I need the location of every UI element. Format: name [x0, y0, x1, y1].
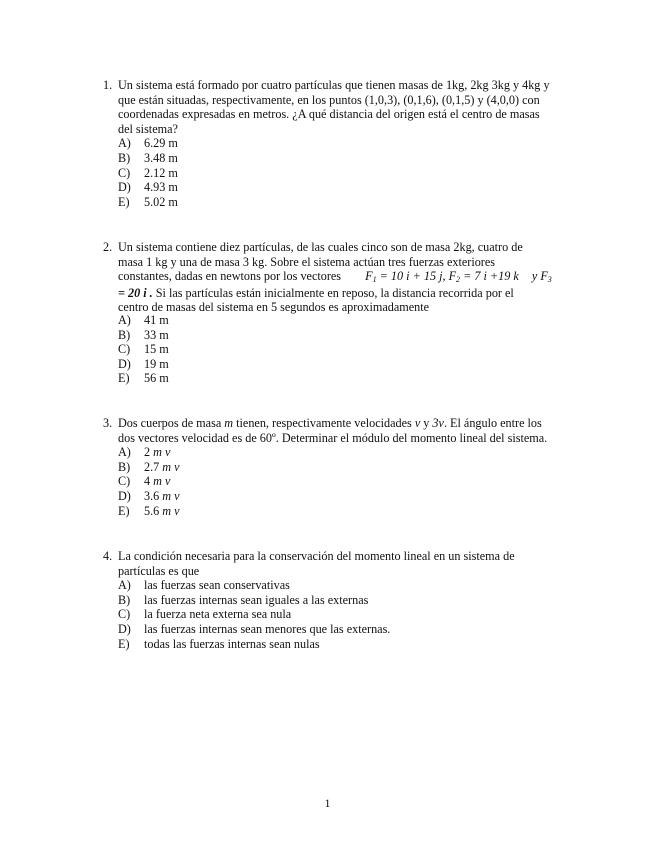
velocity-3v-symbol: 3v	[432, 416, 444, 430]
option-text: la fuerza neta externa sea nula	[144, 607, 292, 622]
page-number: 1	[324, 796, 331, 810]
option-letter: C)	[118, 165, 131, 180]
question-line-text: constantes, dadas en newtons por los vectores	[118, 269, 342, 284]
option-letter: B)	[118, 327, 131, 342]
question-number: 4.	[103, 549, 113, 563]
option-text: 41 m	[144, 313, 169, 327]
question-line: coordenadas expresadas en metros. ¿A qué distancia del origen está el centro de masas	[118, 107, 540, 122]
question-line: que están situadas, respectivamente, en los puntos (1,0,3), (0,1,6), (0,1,5) y (4,0,0) con	[118, 92, 540, 107]
option-letter: B)	[118, 592, 131, 607]
option-letter: D)	[118, 180, 131, 195]
option-letter: A)	[118, 313, 131, 327]
question-text	[118, 240, 588, 315]
question-number: 2.	[103, 240, 113, 254]
question-line-text: . El ángulo entre los	[443, 416, 542, 430]
question-text	[118, 549, 588, 578]
option-text: 5.02 m	[144, 194, 178, 209]
option-letter: E)	[118, 194, 130, 209]
question-line: masa 1 kg y una de masa 3 kg. Sobre el sistema actúan tres fuerzas exteriores	[118, 254, 496, 269]
force-3-connector: y	[531, 269, 538, 284]
option-letter: C)	[118, 474, 131, 489]
option-text: 4.93 m	[144, 180, 178, 195]
question-line-text: Dos cuerpos de masa	[118, 416, 225, 430]
option-letter: B)	[118, 459, 131, 474]
option-variables: m v	[162, 459, 180, 474]
option-letter: A)	[118, 136, 131, 151]
option-number: 3.6	[144, 488, 160, 503]
question-line: La condición necesaria para la conservación del momento lineal en un sistema de	[118, 549, 515, 563]
option-text: las fuerzas sean conservativas	[144, 578, 290, 593]
option-text	[144, 460, 180, 475]
option-text	[144, 489, 180, 504]
option-text: 2.12 m	[144, 165, 178, 180]
force-3-symbol: F	[540, 269, 548, 284]
option-text: 33 m	[144, 327, 169, 342]
question-line-text: tienen, respectivamente velocidades	[233, 416, 415, 430]
option-number: 4	[144, 474, 151, 489]
option-text: 56 m	[144, 371, 169, 386]
option-text: las fuerzas internas sean iguales a las externas	[144, 592, 369, 607]
force-2-subscript: 2	[456, 275, 461, 285]
option-number: 5.6	[144, 503, 160, 518]
force-1-subscript: 1	[372, 275, 377, 285]
option-letter: C)	[118, 342, 131, 357]
option-text: 3.48 m	[144, 150, 178, 165]
option-number: 2.7	[144, 459, 160, 474]
option-letter: E)	[118, 636, 130, 651]
option-text	[144, 504, 180, 519]
question-number: 1.	[103, 78, 113, 92]
question-text	[118, 416, 588, 445]
option-text: 6.29 m	[144, 136, 178, 151]
question-line-text: Si las partículas están inicialmente en reposo, la distancia recorrida por el	[152, 285, 514, 300]
option-letter: C)	[118, 607, 131, 622]
force-1-expression: = 10 i + 15 j,	[376, 269, 446, 284]
option-variables: m v	[162, 488, 180, 503]
option-letter: E)	[118, 371, 130, 386]
question-line: centro de masas del sistema en 5 segundos es aproximadamente	[118, 300, 430, 315]
option-letter: D)	[118, 621, 131, 636]
question-text	[118, 78, 588, 136]
option-letter: A)	[118, 445, 131, 460]
option-letter: D)	[118, 488, 131, 503]
question-line-text: y	[420, 416, 433, 430]
option-text: todas las fuerzas internas sean nulas	[144, 636, 320, 651]
option-number: 2	[144, 445, 151, 460]
question-line: del sistema?	[118, 121, 178, 136]
question-line: Un sistema contiene diez partículas, de las cuales cinco son de masa 2kg, cuatro de	[118, 240, 523, 254]
velocity-symbol: v	[414, 416, 421, 430]
question-line: dos vectores velocidad es de 60º. Determinar el módulo del momento lineal del sistema.	[118, 430, 548, 445]
question-line: partículas es que	[118, 563, 200, 578]
option-text: 19 m	[144, 356, 169, 371]
question-line: Un sistema está formado por cuatro partículas que tienen masas de 1kg, 2kg 3kg y 4kg y	[118, 78, 550, 92]
question-line	[118, 286, 588, 301]
question-line	[118, 269, 588, 286]
option-letter: B)	[118, 150, 131, 165]
option-text	[144, 474, 170, 489]
force-3-expression: = 20 i .	[118, 285, 153, 300]
option-text: las fuerzas internas sean menores que las externas.	[144, 621, 391, 636]
option-variables: m v	[162, 503, 180, 518]
option-text: 15 m	[144, 342, 169, 357]
force-2-expression: = 7 i +19 k	[460, 269, 519, 284]
option-text	[144, 445, 170, 460]
force-2-symbol: F	[448, 269, 457, 284]
option-variables: m v	[153, 474, 171, 489]
option-letter: A)	[118, 578, 131, 593]
option-letter: E)	[118, 503, 130, 518]
option-letter: D)	[118, 356, 131, 371]
option-variables: m v	[153, 445, 171, 460]
question-number: 3.	[103, 416, 113, 430]
force-1-symbol: F	[365, 269, 373, 284]
force-3-subscript: 3	[547, 275, 552, 285]
question-line	[118, 416, 588, 431]
mass-symbol: m	[224, 416, 234, 430]
